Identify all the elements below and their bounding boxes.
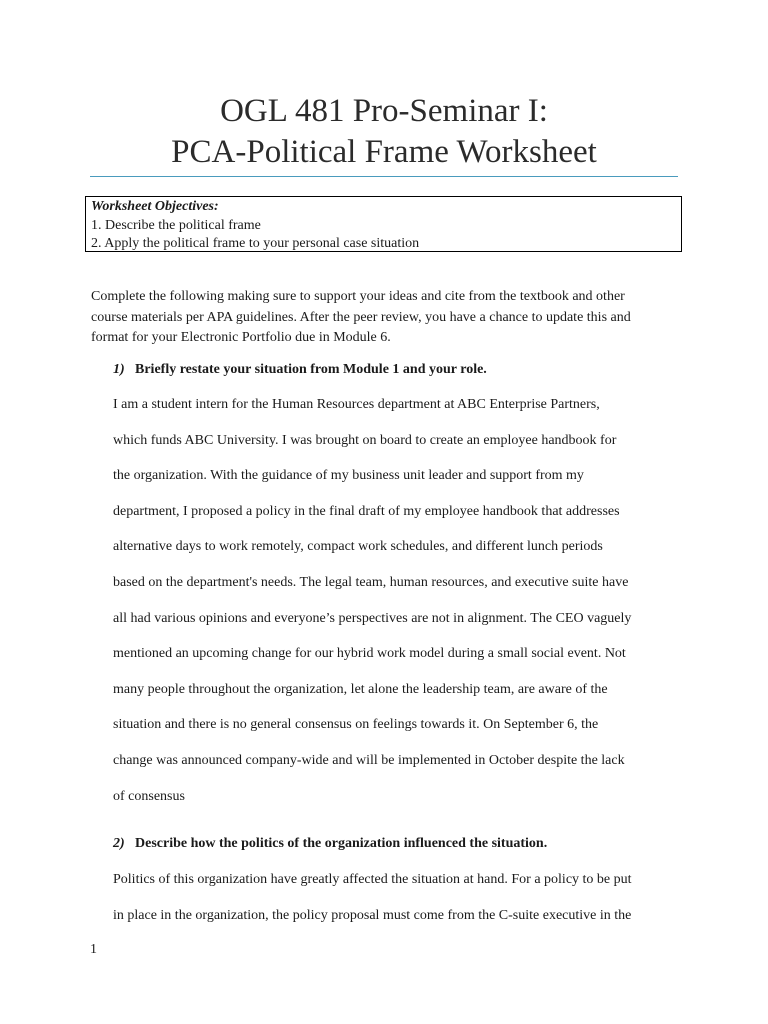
- answer-line: of consensus: [113, 788, 185, 804]
- instructions-line: Complete the following making sure to support your ideas and cite from the textbook and other: [91, 289, 625, 304]
- answer-line: all had various opinions and everyone’s perspectives are not in alignment. The CEO vaguely: [113, 610, 632, 626]
- question-1-answer: [113, 395, 693, 822]
- objectives-heading: Worksheet Objectives:: [91, 199, 219, 214]
- answer-line: which funds ABC University. I was brought on board to create an employee handbook for: [113, 432, 617, 448]
- question-text: Briefly restate your situation from Module 1 and your role.: [135, 362, 487, 377]
- objectives-box: [85, 196, 682, 252]
- answer-line: alternative days to work remotely, compact work schedules, and different lunch periods: [113, 539, 603, 555]
- answer-line: many people throughout the organization, let alone the leadership team, are aware of the: [113, 681, 608, 697]
- question-2-answer: [113, 870, 693, 941]
- answer-line: in place in the organization, the policy proposal must come from the C-suite executive in the: [113, 907, 632, 923]
- answer-line: Politics of this organization have greatly affected the situation at hand. For a policy to be put: [113, 872, 632, 887]
- page-number: 1: [90, 942, 97, 957]
- question-number: 1): [113, 362, 125, 377]
- objective-item: 2. Apply the political frame to your personal case situation: [91, 236, 420, 251]
- instructions-paragraph: [91, 287, 691, 349]
- answer-line: situation and there is no general consensus on feelings towards it. On September 6, the: [113, 717, 599, 733]
- objective-item: 1. Describe the political frame: [91, 217, 261, 233]
- answer-line: department, I proposed a policy in the final draft of my employee handbook that addresses: [113, 503, 620, 519]
- instructions-line: format for your Electronic Portfolio due in Module 6.: [91, 330, 391, 345]
- title-divider: [90, 176, 678, 177]
- answer-line: I am a student intern for the Human Resources department at ABC Enterprise Partners,: [113, 397, 600, 412]
- page-title-line-2: PCA-Political Frame Worksheet: [171, 134, 597, 170]
- instructions-line: course materials per APA guidelines. After the peer review, you have a chance to update this and: [91, 309, 631, 325]
- answer-line: mentioned an upcoming change for our hybrid work model during a small social event. Not: [113, 646, 626, 662]
- page-title-line-1: OGL 481 Pro-Seminar I:: [220, 93, 548, 129]
- answer-line: based on the department's needs. The legal team, human resources, and executive suite have: [113, 574, 629, 590]
- answer-line: change was announced company-wide and will be implemented in October despite the lack: [113, 752, 625, 768]
- question-number: 2): [113, 836, 125, 851]
- question-2-heading: [113, 836, 547, 852]
- answer-line: the organization. With the guidance of my business unit leader and support from my: [113, 468, 584, 484]
- question-1-heading: [113, 362, 487, 378]
- question-text: Describe how the politics of the organization influenced the situation.: [135, 836, 548, 851]
